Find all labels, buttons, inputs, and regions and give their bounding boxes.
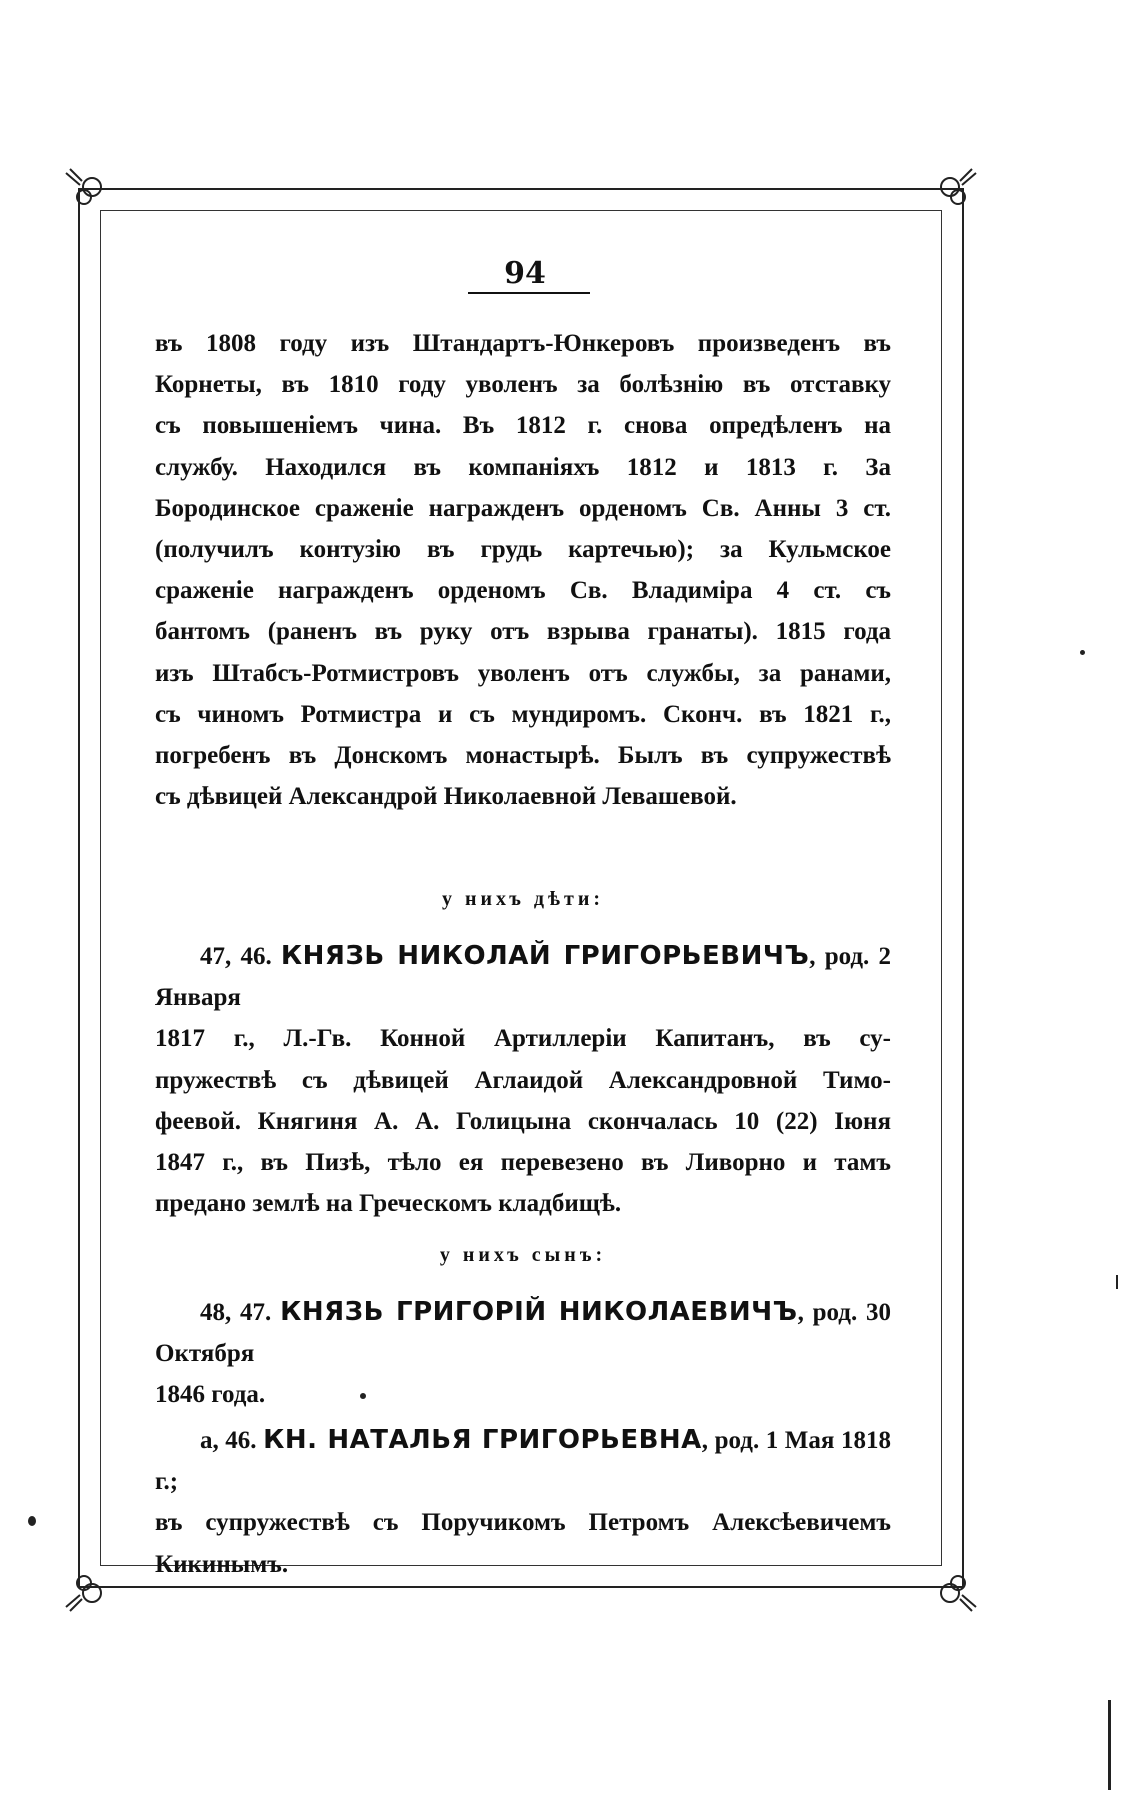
- entry-number: 47, 46.: [200, 943, 272, 970]
- page-number-rule: [468, 292, 590, 294]
- entry-first-line: [155, 1420, 891, 1502]
- text-line: съ дѣвицей Александрой Николаевной Левашевой.: [155, 783, 737, 811]
- entry-nikolai: [155, 936, 891, 1224]
- text-line: въ супружествѣ съ Поручикомъ Петромъ Алексѣевичемъ: [155, 1509, 891, 1537]
- entry-number: а, 46.: [200, 1427, 257, 1454]
- text-line: изъ Штабсъ-Ротмистровъ уволенъ отъ службы, за ранами,: [155, 659, 891, 687]
- text-line: 1817 г., Л.-Гв. Конной Артиллеріи Капитанъ, въ су-: [155, 1025, 891, 1053]
- text-line: погребенъ въ Донскомъ монастырѣ. Былъ въ супружествѣ: [155, 742, 891, 770]
- entry-grigory: [155, 1292, 891, 1416]
- scan-edge-mark: [1108, 1700, 1111, 1790]
- biography-paragraph: [155, 323, 891, 817]
- entry-natalia: [155, 1420, 891, 1585]
- section-heading-son: у нихъ сынъ:: [439, 1244, 607, 1266]
- text-line: 1846 года.: [155, 1381, 266, 1409]
- entry-name: КНЯЗЬ НИКОЛАЙ ГРИГОРЬЕВИЧЪ: [280, 941, 810, 971]
- text-line: пружествѣ съ дѣвицей Аглаидой Александровной Тимо-: [155, 1066, 891, 1094]
- entry-first-line: [155, 1292, 891, 1374]
- scan-speck: [28, 1516, 36, 1526]
- text-line: службу. Находился въ компаніяхъ 1812 и 1813 г. За: [155, 453, 891, 481]
- text-line: сраженіе награжденъ орденомъ Св. Владиміра 4 ст. съ: [155, 577, 891, 605]
- entry-name: КНЯЗЬ ГРИГОРІЙ НИКОЛАЕВИЧЪ: [280, 1297, 798, 1327]
- corner-flourish-icon: [62, 165, 122, 225]
- entry-first-line-rest: , род. 2 Января: [155, 943, 892, 1012]
- text-line: бантомъ (раненъ въ руку отъ взрыва гранаты). 1815 года: [155, 618, 891, 646]
- corner-flourish-icon: [920, 1555, 980, 1615]
- corner-flourish-icon: [62, 1555, 122, 1615]
- text-line: съ повышеніемъ чина. Въ 1812 г. снова опредѣленъ на: [155, 412, 891, 440]
- text-line: 1847 г., въ Пизѣ, тѣло ея перевезено въ Ливорно и тамъ: [155, 1149, 891, 1177]
- scan-speck: [1116, 1275, 1118, 1289]
- section-heading-children: у нихъ дѣти:: [441, 888, 605, 910]
- entry-first-line-rest: , род. 1 Мая 1818 г.;: [155, 1427, 891, 1496]
- text-line: феевой. Княгиня А. А. Голицына скончалась 10 (22) Іюня: [155, 1107, 891, 1135]
- text-line: съ чиномъ Ротмистра и съ мундиромъ. Сконч. въ 1821 г.,: [155, 700, 891, 728]
- text-line: въ 1808 году изъ Штандартъ-Юнкеровъ произведенъ въ: [155, 330, 891, 357]
- text-line: Бородинское сраженіе награжденъ орденомъ Св. Анны 3 ст.: [155, 494, 891, 522]
- entry-name: КН. НАТАЛЬЯ ГРИГОРЬЕВНА: [263, 1425, 702, 1455]
- entry-first-line: [155, 936, 891, 1018]
- page-number: 94: [504, 256, 546, 291]
- corner-flourish-icon: [920, 165, 980, 225]
- text-line: Кикинымъ.: [155, 1550, 289, 1578]
- scan-speck: [360, 1393, 366, 1399]
- scan-speck: [1080, 650, 1085, 655]
- entry-first-line-rest: , род. 30 Октября: [155, 1299, 891, 1368]
- text-line: предано землѣ на Греческомъ кладбищѣ.: [155, 1190, 622, 1218]
- text-line: Корнеты, въ 1810 году уволенъ за болѣзнію въ отставку: [155, 371, 891, 399]
- text-line: (получилъ контузію въ грудь картечью); за Кульмское: [155, 536, 891, 564]
- entry-number: 48, 47.: [200, 1299, 272, 1326]
